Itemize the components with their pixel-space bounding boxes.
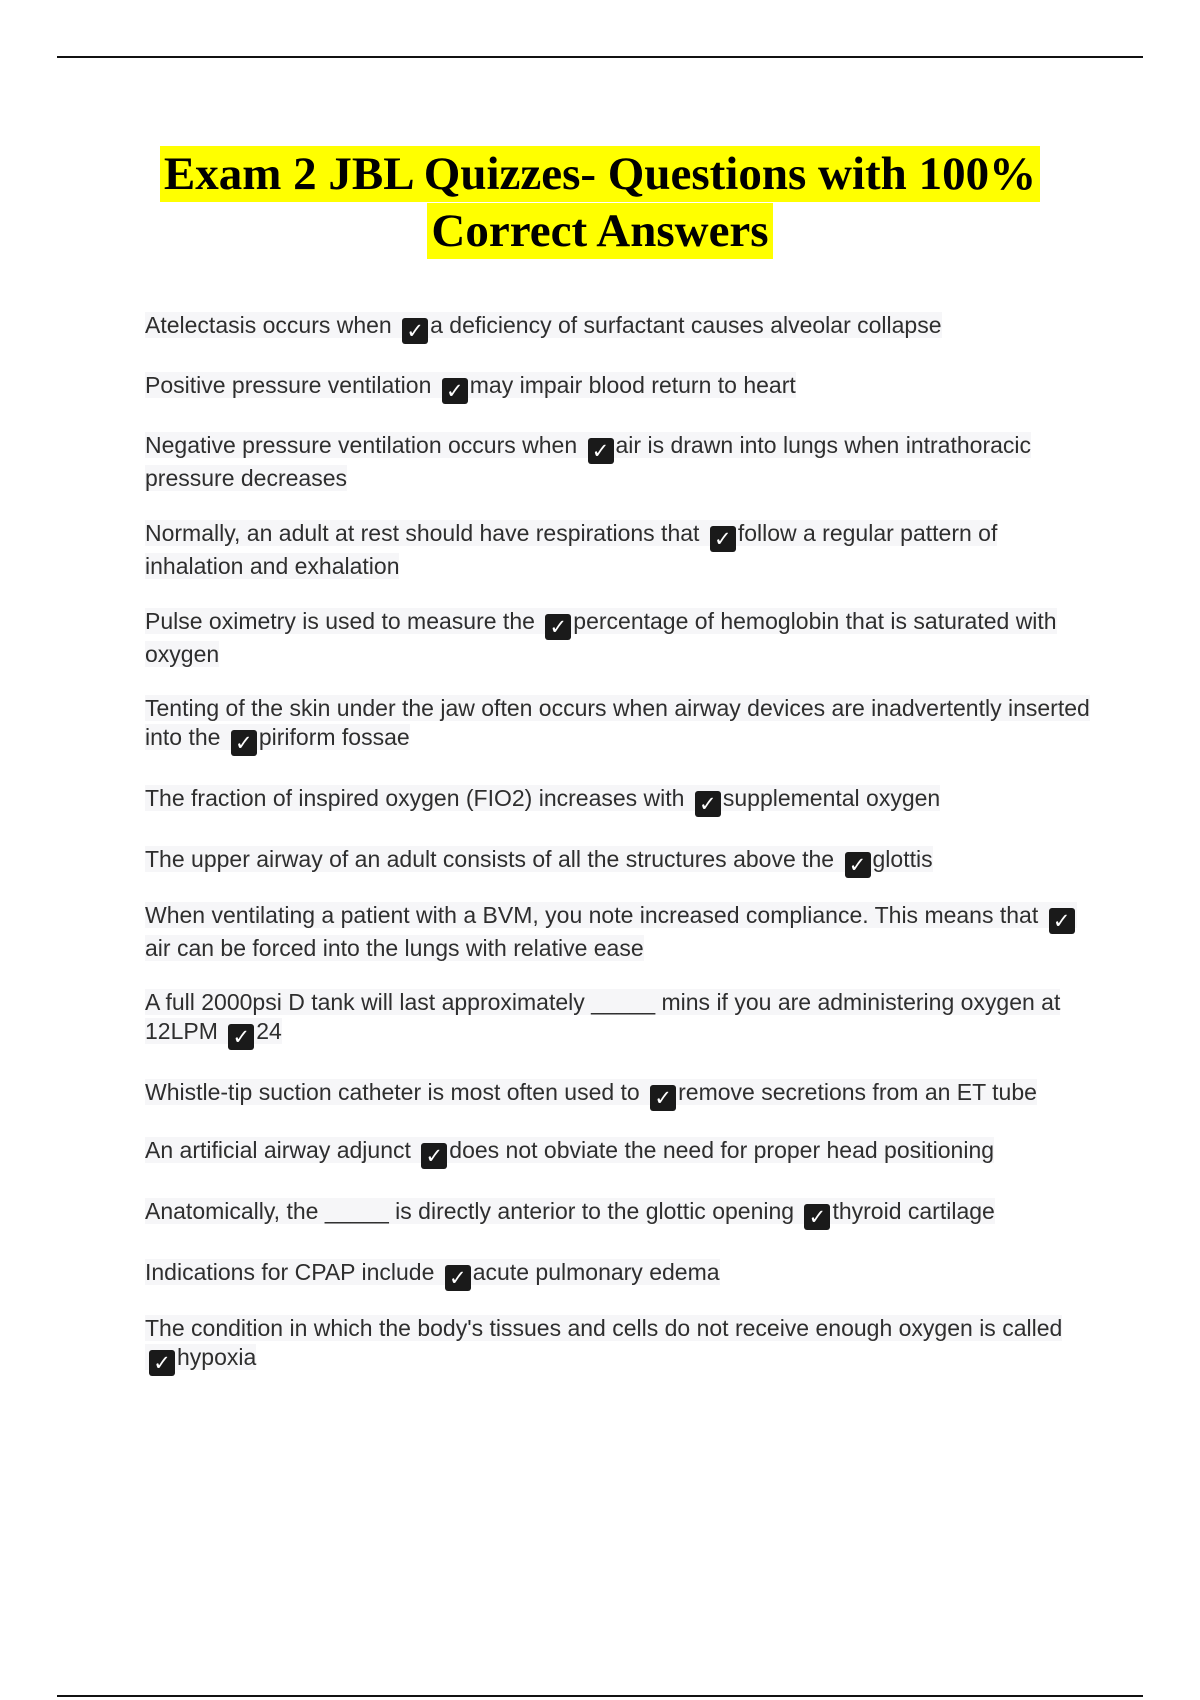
check-mark-icon: ✓ [710,526,736,552]
answer-text: glottis [872,846,933,872]
answer-text: piriform fossae [258,724,410,750]
question-text: When ventilating a patient with a BVM, you note increased compliance. This means that [145,902,1039,928]
check-mark-icon: ✓ [650,1085,676,1111]
qa-item [145,1314,1090,1376]
question-text: Negative pressure ventilation occurs when [145,432,578,458]
question-text: The fraction of inspired oxygen (FIO2) increases with [145,785,685,811]
check-mark-icon: ✓ [402,318,428,344]
check-mark-icon: ✓ [804,1204,830,1230]
check-mark-icon: ✓ [445,1265,471,1291]
qa-item [145,988,1090,1050]
title-line-1: Exam 2 JBL Quizzes- Questions with 100% [160,146,1040,202]
check-mark-icon: ✓ [545,614,571,640]
page-title [60,146,1140,260]
answer-text: supplemental oxygen [722,785,941,811]
question-text: An artificial airway adjunct [145,1137,411,1163]
title-line-2: Correct Answers [427,203,772,259]
qa-item [145,519,1090,581]
qa-item [145,694,1090,756]
answer-text: percentage of hemoglobin that is saturated with oxygen [145,608,1057,667]
question-text: Whistle-tip suction catheter is most often used to [145,1079,640,1105]
question-text: A full 2000psi D tank will last approximately _____ mins if you are administering oxygen at 12LPM [145,989,1061,1044]
qa-item [145,1136,1090,1169]
qa-item [145,371,1090,404]
question-text: The condition in which the body's tissues and cells do not receive enough oxygen is called [145,1315,1063,1341]
question-text: Positive pressure ventilation [145,372,432,398]
qa-item [145,1078,1090,1111]
check-mark-icon: ✓ [1049,908,1075,934]
question-text: Anatomically, the _____ is directly anterior to the glottic opening [145,1198,795,1224]
qa-item [145,845,1090,878]
qa-item [145,607,1090,669]
qa-item [145,901,1090,963]
answer-text: hypoxia [177,1344,257,1370]
check-mark-icon: ✓ [228,1024,254,1050]
check-mark-icon: ✓ [442,378,468,404]
check-mark-icon: ✓ [695,791,721,817]
question-text: Atelectasis occurs when [145,312,392,338]
answer-text: may impair blood return to heart [469,372,796,398]
check-mark-icon: ✓ [588,438,614,464]
bottom-rule [57,1695,1143,1697]
answer-text: follow a regular pattern of inhalation and exhalation [145,520,998,579]
question-text: Pulse oximetry is used to measure the [145,608,535,634]
qa-item [145,1197,1090,1230]
check-mark-icon: ✓ [421,1143,447,1169]
check-mark-icon: ✓ [149,1350,175,1376]
qa-item [145,1258,1090,1291]
qa-item [145,311,1090,344]
answer-text: does not obviate the need for proper head positioning [449,1137,995,1163]
answer-text: thyroid cartilage [832,1198,995,1224]
answer-text: remove secretions from an ET tube [678,1079,1037,1105]
question-text: Tenting of the skin under the jaw often occurs when airway devices are inadvertently inserted into the [145,695,1090,750]
question-text: Normally, an adult at rest should have respirations that [145,520,700,546]
answer-text: air can be forced into the lungs with relative ease [145,935,644,961]
answer-text: a deficiency of surfactant causes alveolar collapse [430,312,942,338]
check-mark-icon: ✓ [231,730,257,756]
question-text: Indications for CPAP include [145,1259,435,1285]
qa-item [145,431,1090,493]
qa-item [145,784,1090,817]
answer-text: acute pulmonary edema [472,1259,720,1285]
answer-text: 24 [256,1018,282,1044]
top-rule [57,56,1143,58]
question-text: The upper airway of an adult consists of all the structures above the [145,846,835,872]
check-mark-icon: ✓ [845,852,871,878]
answer-text: air is drawn into lungs when intrathoracic pressure decreases [145,432,1031,491]
